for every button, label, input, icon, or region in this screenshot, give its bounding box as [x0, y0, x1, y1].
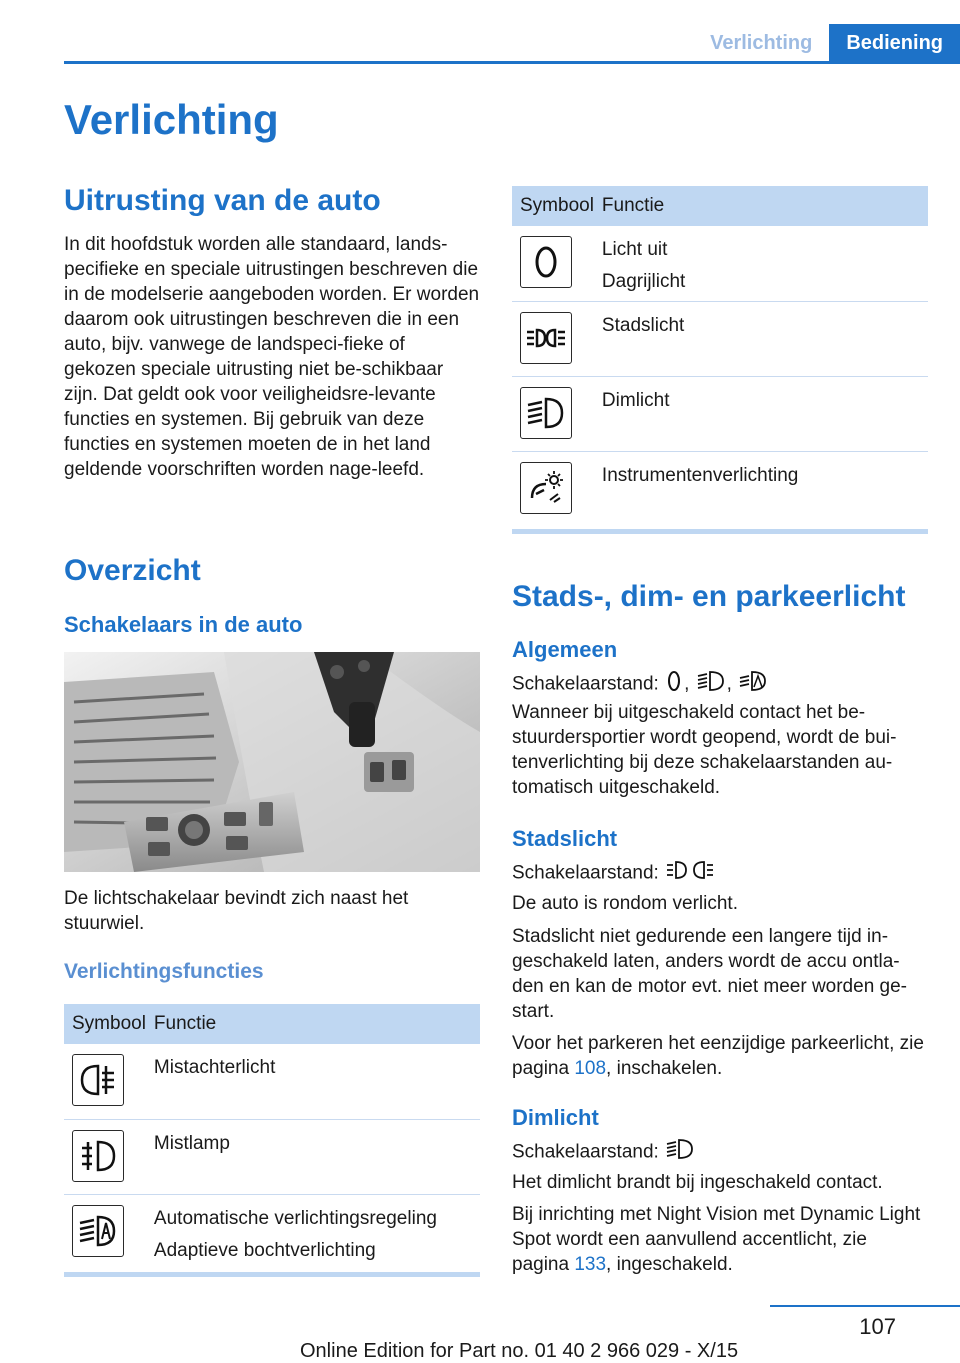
subsection-title-stadslicht: Stadslicht — [512, 826, 618, 851]
subsection-title-verlichtingsfuncties: Verlichtingsfuncties — [64, 960, 264, 983]
function-label: Instrumentenverlichting — [601, 464, 799, 486]
text-segment: , ingeschakeld. — [606, 1254, 733, 1275]
text-segment: , inschakelen. — [606, 1058, 723, 1079]
table-row — [512, 451, 928, 526]
subsection-title-algemeen: Algemeen — [512, 637, 618, 662]
stadslicht-text-2: Stadslicht niet gedurende een langere tijd in-geschakeld laten, anders wordt de accu ontla-den en kan de motor evt. niet meer worden ge-start. — [512, 926, 908, 1022]
table-row — [64, 1044, 480, 1119]
function-label: Mistlamp — [153, 1132, 230, 1154]
section-title-overzicht: Overzicht — [64, 554, 201, 587]
parking-light-icon — [520, 312, 572, 364]
function-label: Licht uit — [601, 239, 668, 260]
table-row — [64, 1119, 480, 1194]
switch-position-label: Schakelaarstand: — [512, 673, 659, 695]
lights-off-icon — [666, 670, 682, 699]
page-number: 107 — [859, 1314, 896, 1339]
dashboard-illustration — [64, 652, 480, 872]
switch-position-line-dimlicht — [512, 1138, 928, 1167]
section-text-uitrusting: In dit hoofdstuk worden alle standaard, lands-pecifieke en speciale uitrustingen beschreven die in de modelserie aangeboden worden. Er worden daarom ook uitrustingen beschreven die in een auto, bijv. vanwege de landspeci-fieke of gekozen speciale uitrusting niet be-schikbaar zijn. Dat geldt ook voor veiligheidsre-levante functies en systemen. Bij gebruik van deze functies en systemen moeten de in het land geldende voorschriften worden nage-leefd. — [64, 234, 480, 480]
fog-rear-light-icon — [72, 1054, 124, 1106]
functions-table-right — [512, 186, 928, 526]
switch-position-label: Schakelaarstand: — [512, 862, 659, 884]
lights-off-icon — [520, 236, 572, 288]
function-label: Stadslicht — [601, 314, 685, 336]
text-segment: Voor het parkeren het eenzijdige parkeerlicht, zie pagina — [512, 1033, 924, 1079]
section-title-uitrusting: Uitrusting van de auto — [64, 184, 381, 217]
edition-note: Online Edition for Part no. 01 40 2 966 029 - X/15 — [300, 1340, 739, 1362]
function-label: Automatische verlichtingsregeling — [153, 1207, 437, 1229]
stadslicht-text-3 — [512, 1031, 928, 1081]
instrument-lighting-icon — [520, 462, 572, 514]
low-beam-icon — [697, 670, 725, 699]
stadslicht-text-1: De auto is rondom verlicht. — [512, 893, 738, 914]
tab-verlichting[interactable]: Verlichting — [710, 32, 813, 54]
fog-lamp-icon — [72, 1130, 124, 1182]
dimlicht-text-2 — [512, 1202, 928, 1277]
subsection-title-schakelaars: Schakelaars in de auto — [64, 612, 303, 637]
table-row — [512, 226, 928, 301]
function-label: Adaptieve bochtverlichting — [153, 1239, 376, 1261]
functions-table-left — [64, 1004, 480, 1275]
subsection-title-dimlicht: Dimlicht — [512, 1105, 599, 1130]
header-tabs — [693, 24, 960, 62]
switch-position-line-algemeen: Schakelaarstand: , , — [512, 670, 928, 699]
table-bottom-bar — [512, 529, 928, 534]
function-label: Mistachterlicht — [153, 1057, 276, 1078]
page-link-108[interactable]: 108 — [574, 1058, 607, 1079]
footer-rule — [770, 1305, 960, 1307]
auto-headlight-icon — [739, 670, 767, 699]
dimlicht-text-1: Het dimlicht brandt bij ingeschakeld contact. — [512, 1172, 883, 1193]
column-header-function: Functie — [146, 1004, 480, 1044]
column-header-function: Functie — [594, 186, 928, 226]
low-beam-icon — [666, 1138, 694, 1167]
function-label: Dimlicht — [601, 389, 670, 411]
photo-caption: De lichtschakelaar bevindt zich naast het stuurwiel. — [64, 888, 409, 934]
algemeen-text: Wanneer bij uitgeschakeld contact het be-stuurdersportier wordt geopend, wordt de bui-tenverlichting bij deze schakelaarstanden au-tomatisch uitgeschakeld. — [512, 702, 897, 798]
header-rule — [64, 61, 960, 64]
auto-headlight-icon — [72, 1205, 124, 1257]
function-label: Dagrijlicht — [601, 271, 686, 292]
switch-position-line-stadslicht — [512, 859, 928, 888]
table-row — [512, 376, 928, 451]
tab-bediening[interactable]: Bediening — [829, 24, 960, 62]
text-segment: Bij inrichting met Night Vision met Dynamic Light Spot wordt een aanvullend accentlicht, zie pagina — [512, 1204, 921, 1275]
switch-position-label: Schakelaarstand: — [512, 1141, 659, 1163]
low-beam-icon — [520, 387, 572, 439]
page-link-133[interactable]: 133 — [574, 1254, 607, 1275]
light-switch-photo — [64, 652, 480, 872]
table-bottom-bar — [64, 1272, 480, 1277]
table-row — [64, 1194, 480, 1275]
column-header-symbol: Symbool — [64, 1004, 146, 1044]
column-header-symbol: Symbool — [512, 186, 594, 226]
section-title-stads-dim-parkeerlicht: Stads-, dim- en parkeerlicht — [512, 580, 906, 613]
parking-light-icon — [666, 859, 714, 888]
table-row — [512, 301, 928, 376]
page-title: Verlichting — [64, 96, 279, 143]
